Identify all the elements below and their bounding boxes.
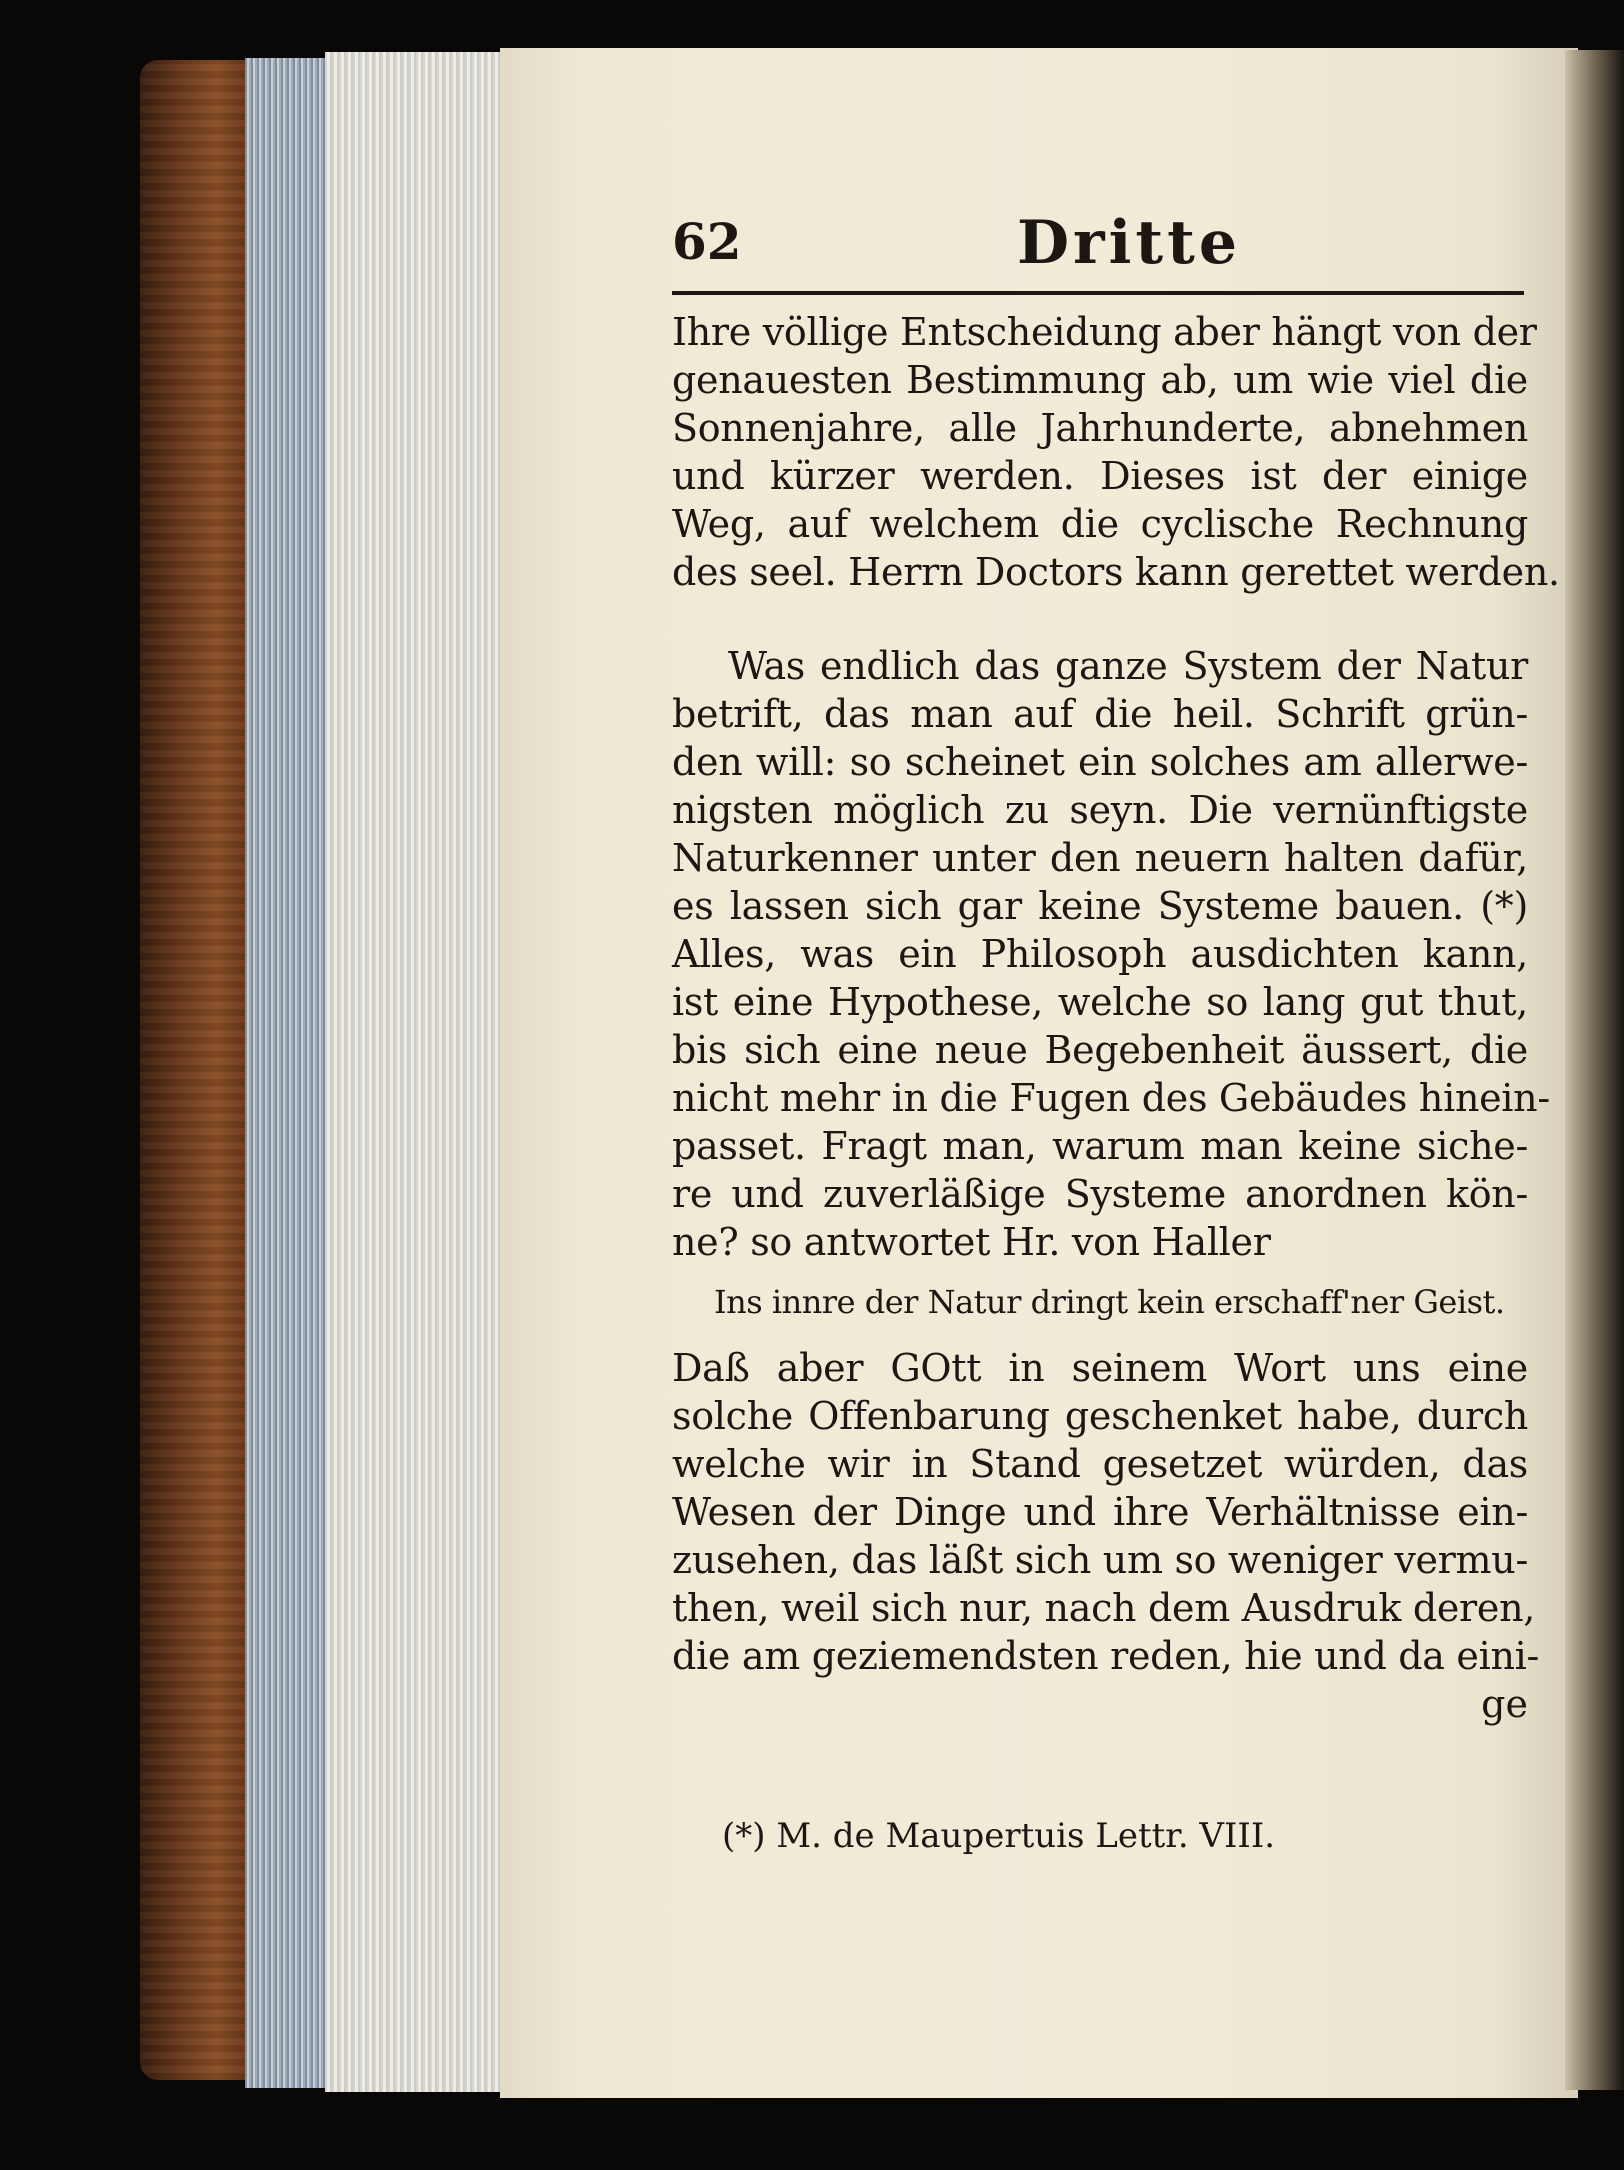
page-edges <box>325 52 500 2092</box>
text-line: Weg, auf welchem die cyclische Rechnung <box>672 502 1528 546</box>
text-line: Ihre völlige Entscheidung aber hängt von der <box>672 310 1537 354</box>
text-line: Sonnenjahre, alle Jahrhunderte, abnehmen <box>672 406 1528 450</box>
text-line: Naturkenner unter den neuern halten dafür, <box>672 836 1528 880</box>
header-rule <box>672 291 1524 295</box>
text-line: passet. Fragt man, warum man keine siche- <box>672 1124 1528 1168</box>
verse-quotation: Ins innre der Natur dringt kein erschaff'ner Geist. <box>714 1283 1505 1321</box>
text-line: es lassen sich gar keine Systeme bauen. (*) <box>672 884 1528 928</box>
text-line: Wesen der Dinge und ihre Verhältnisse ein- <box>672 1490 1528 1534</box>
footnote: (*) M. de Maupertuis Lettr. VIII. <box>722 1816 1276 1856</box>
text-line: und kürzer werden. Dieses ist der einige <box>672 454 1528 498</box>
text-line: then, weil sich nur, nach dem Ausdruk deren, <box>672 1586 1536 1630</box>
text-line: nicht mehr in die Fugen des Gebäudes hinein- <box>672 1076 1550 1120</box>
page-number: 62 <box>672 212 742 271</box>
text-line: die am geziemendsten reden, hie und da eini- <box>672 1634 1540 1678</box>
text-line: Was endlich das ganze System der Natur <box>728 644 1528 688</box>
running-head: Dritte <box>1017 208 1242 278</box>
page-header <box>672 208 1524 290</box>
text-line: ist eine Hypothese, welche so lang gut thut, <box>672 980 1528 1024</box>
text-line: Alles, was ein Philosoph ausdichten kann, <box>672 932 1528 976</box>
text-line: den will: so scheinet ein solches am allerwe- <box>672 740 1528 784</box>
text-line: re und zuverläßige Systeme anordnen kön- <box>672 1172 1528 1216</box>
text-line: betrift, das man auf die heil. Schrift grün- <box>672 692 1528 736</box>
text-line: ne? so antwortet Hr. von Haller <box>672 1220 1271 1264</box>
text-line: des seel. Herrn Doctors kann gerettet werden. <box>672 550 1560 594</box>
text-line: zusehen, das läßt sich um so weniger vermu- <box>672 1538 1528 1582</box>
text-line: bis sich eine neue Begebenheit äussert, die <box>672 1028 1528 1072</box>
gutter-shadow <box>1565 50 1624 2090</box>
text-line: welche wir in Stand gesetzet würden, das <box>672 1442 1528 1486</box>
catchword: ge <box>1481 1682 1528 1726</box>
page-edges-tinted <box>245 58 325 2088</box>
text-line: solche Offenbarung geschenket habe, durch <box>672 1394 1528 1438</box>
text-line: nigsten möglich zu seyn. Die vernünftigste <box>672 788 1528 832</box>
text-line: Daß aber GOtt in seinem Wort uns eine <box>672 1346 1528 1390</box>
text-line: genauesten Bestimmung ab, um wie viel die <box>672 358 1528 402</box>
body-text <box>672 308 1560 1728</box>
